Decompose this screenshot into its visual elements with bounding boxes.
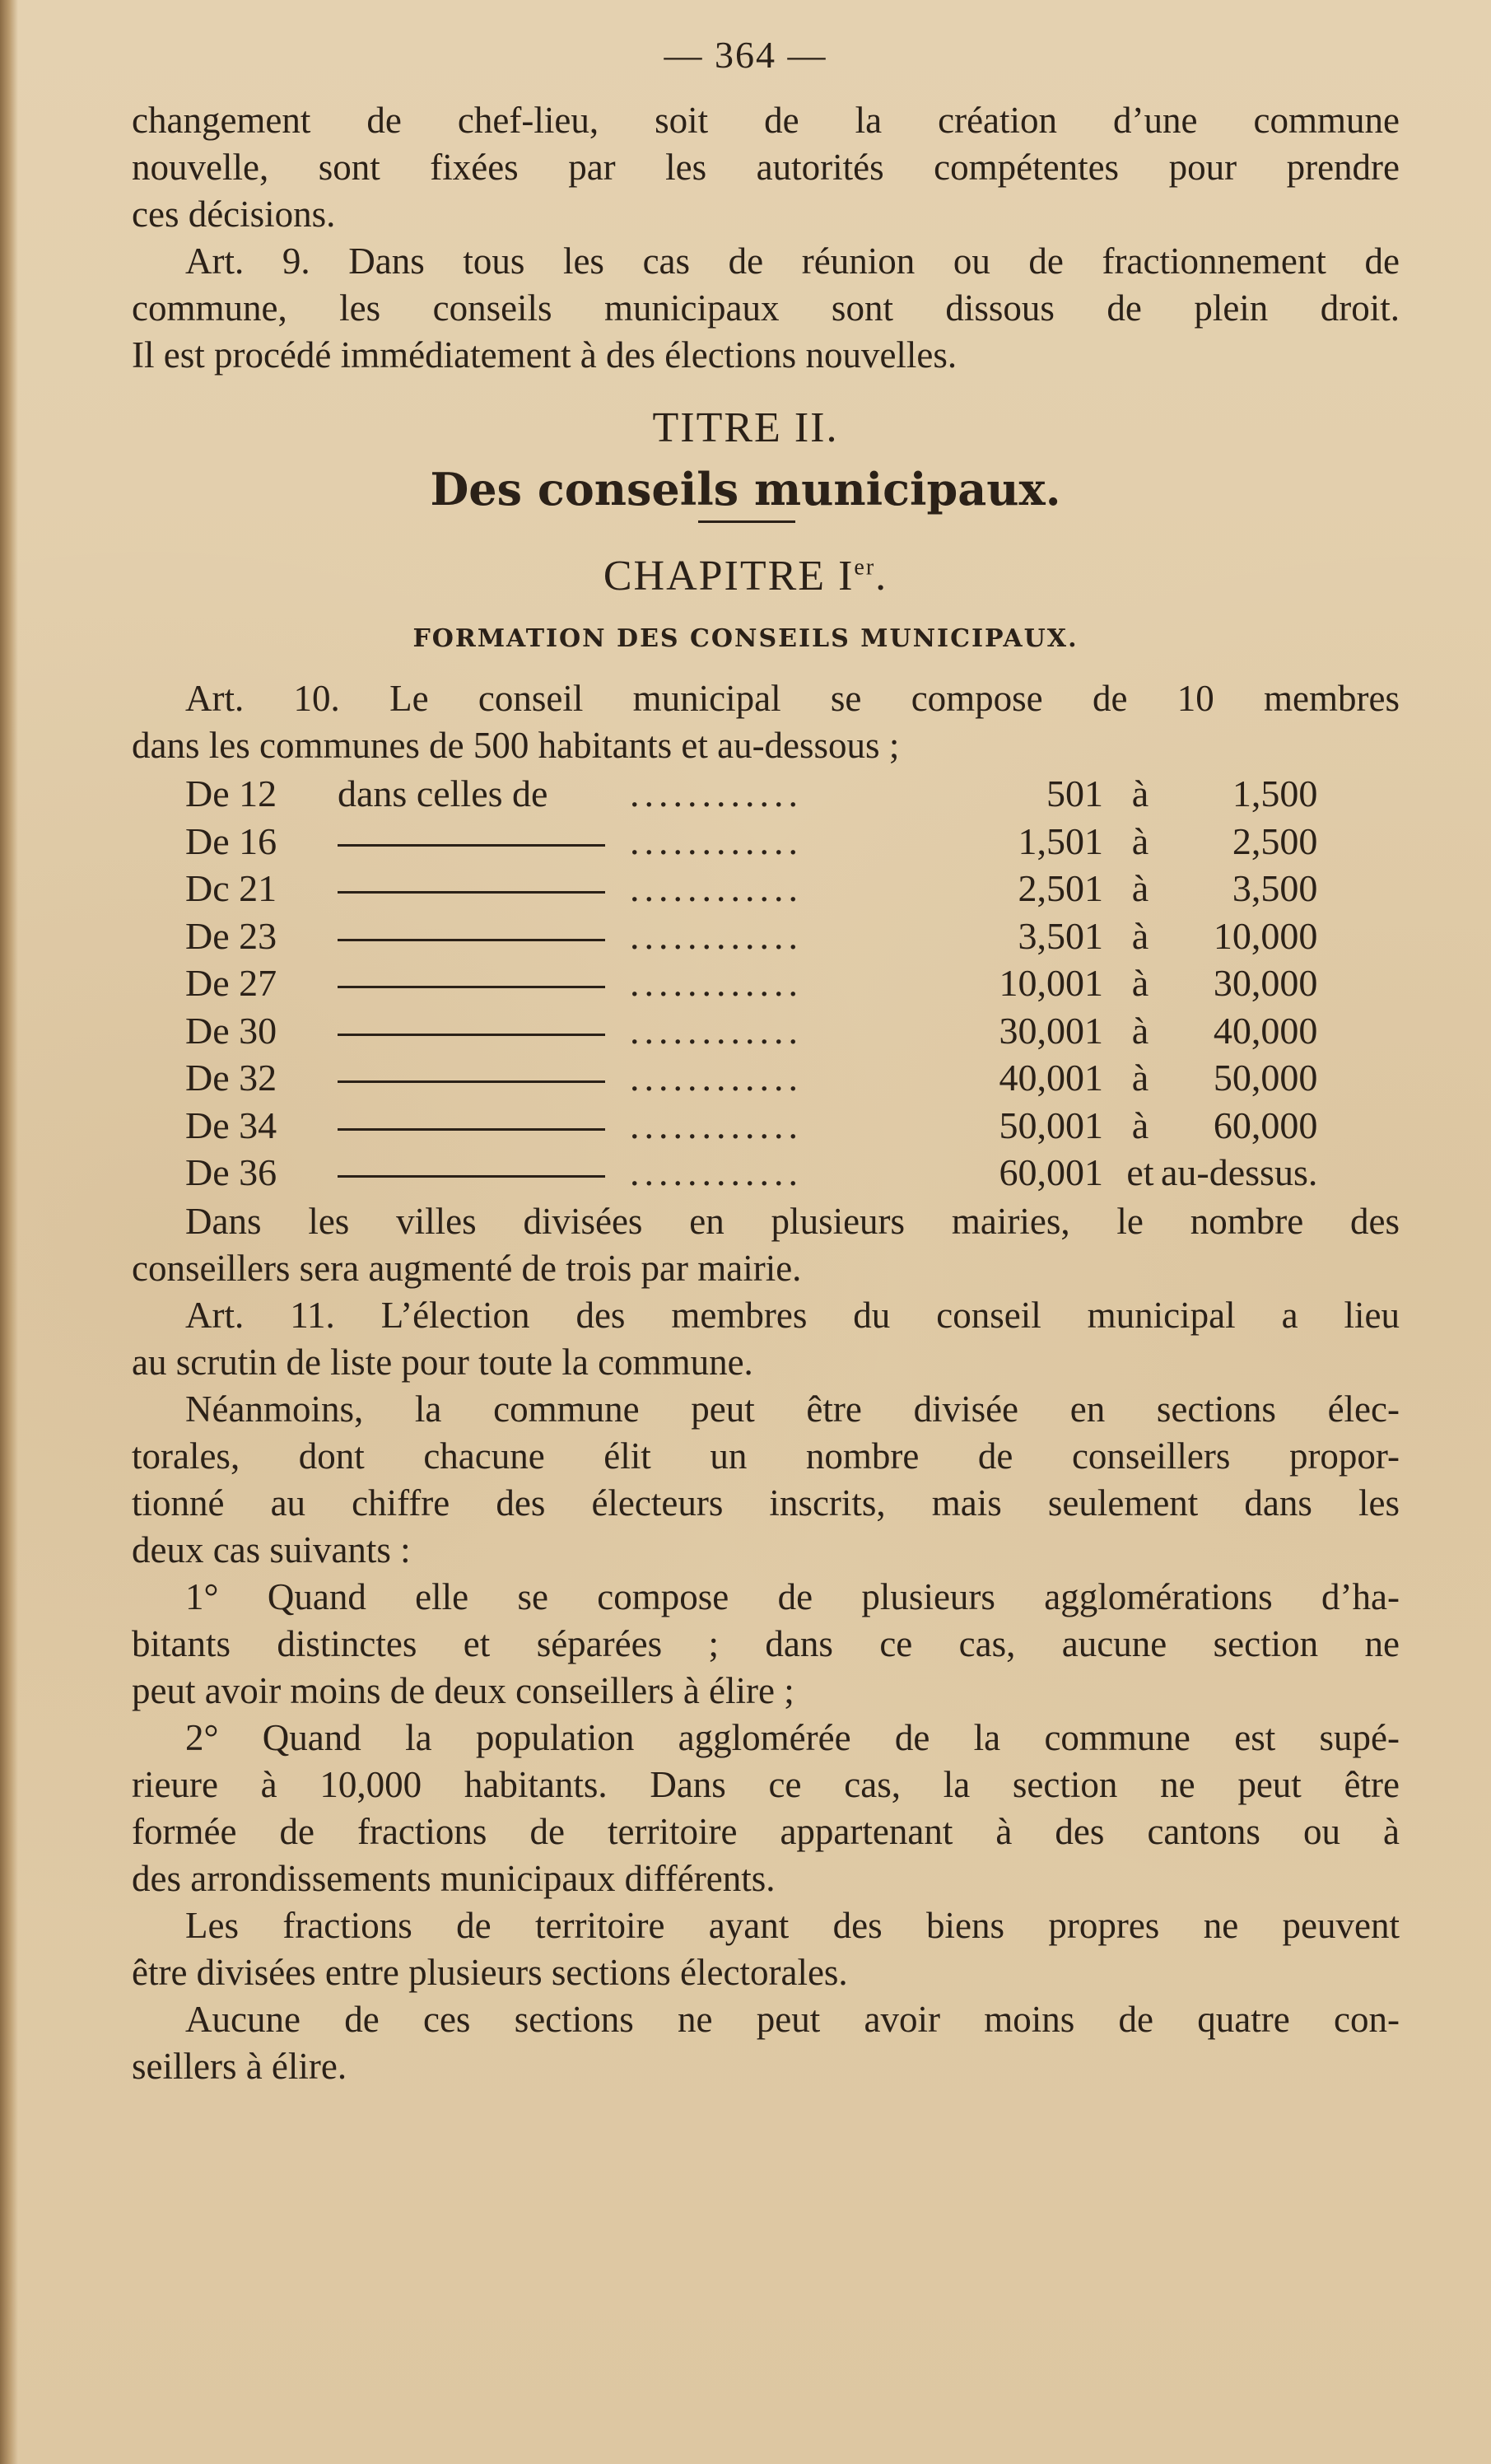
row-dots: ............ [630,819,803,862]
page-number: — 364 — [664,34,827,76]
text-line: ces décisions. [132,194,336,235]
row-from: 2,501 [1018,867,1103,910]
dash-rule [338,891,605,894]
row-to: 3,500 [1232,867,1318,910]
row-label: De 32 [185,1057,277,1099]
row-connector: à [1131,1104,1149,1146]
text-line: formée de fractions de territoire appartenant à des cantons ou à [132,1811,1400,1852]
chapter-end: . [875,553,888,600]
row-dots: ............ [630,1009,803,1052]
text-line: deux cas suivants : [132,1529,411,1570]
row-connector: à [1131,819,1149,862]
row-connector: à [1131,962,1149,1005]
intro-paragraph [132,97,1400,238]
row-to: 2,500 [1232,819,1318,862]
remaining-text [132,1198,1400,2090]
titre-heading: TITRE II. [652,404,839,451]
text-line: Art. 9. Dans tous les cas de réunion ou de fractionnement de [185,240,1400,282]
table-row [185,912,1317,960]
text-line: Dans les villes divisées en plusieurs mairies, le nombre des [185,1201,1400,1242]
row-label: De 12 [185,772,277,815]
heading-rule [698,520,795,523]
text-line: 2° Quand la population agglomérée de la commune est supé- [185,1717,1400,1758]
row-dots: ............ [630,1057,803,1099]
row-connector: à [1131,1009,1149,1052]
row-label: Dc 21 [185,867,277,910]
row-middle [338,1149,630,1197]
row-from: 60,001 [999,1151,1103,1194]
text-line: des arrondissements municipaux différents. [132,1858,776,1899]
dash-rule [338,1175,605,1178]
row-connector: à [1131,772,1149,815]
section-heading: Des conseils municipaux. [430,463,1061,516]
table-row [185,959,1317,1007]
text-line: Néanmoins, la commune peut être divisée en sections élec- [185,1388,1400,1430]
row-label: De 30 [185,1009,277,1052]
text-line: seillers à élire. [132,2046,347,2087]
table-row [185,770,1317,818]
row-dots: ............ [630,914,803,957]
text-line: bitants distinctes et séparées ; dans ce cas, aucune section ne [132,1623,1400,1664]
dash-rule [338,844,605,847]
row-middle: dans celles de [338,772,548,815]
row-label: De 34 [185,1104,277,1146]
table-row [185,1102,1317,1150]
table-row [185,1149,1317,1197]
row-from: 50,001 [999,1104,1103,1146]
text-line: 1° Quand elle se compose de plusieurs agglomérations d’ha- [185,1576,1400,1617]
text-line: nouvelle, sont fixées par les autorités compétentes pour prendre [132,147,1400,188]
row-connector: et [1126,1151,1154,1194]
row-to: 40,000 [1213,1009,1318,1052]
row-middle [338,959,630,1007]
text-line: Il est procédé immédiatement à des élections nouvelles. [132,334,958,376]
dash-rule [338,1128,605,1131]
row-to: 50,000 [1213,1057,1318,1099]
article-9 [132,238,1400,379]
text-line: changement de chef-lieu, soit de la création d’une commune [132,100,1400,141]
text-line: torales, dont chacune élit un nombre de conseillers propor- [132,1435,1400,1477]
article-10 [132,675,1400,769]
row-dots: ............ [630,867,803,910]
row-to: 10,000 [1213,914,1318,957]
row-label: De 23 [185,914,277,957]
text-line: conseillers sera augmenté de trois par mairie. [132,1248,802,1289]
row-dots: ............ [630,1151,803,1194]
row-label: De 27 [185,962,277,1005]
chapter-sup: er [854,554,876,581]
table-row [185,865,1317,912]
text-line: commune, les conseils municipaux sont dissous de plein droit. [132,287,1400,329]
row-from: 1,501 [1018,819,1103,862]
text-line: Aucune de ces sections ne peut avoir moins de quatre con- [185,1999,1400,2040]
text-line: au scrutin de liste pour toute la commune. [132,1342,753,1383]
table-row [185,1007,1317,1055]
text-line: Art. 10. Le conseil municipal se compose de 10 membres [185,678,1400,719]
row-label: De 36 [185,1151,277,1194]
row-label: De 16 [185,819,277,862]
row-dots: ............ [630,1104,803,1146]
table-row [185,1054,1317,1102]
row-middle [338,818,630,866]
row-middle [338,865,630,912]
row-dots: ............ [630,772,803,815]
row-middle [338,1102,630,1150]
row-to: 60,000 [1213,1104,1318,1146]
text-line: tionné au chiffre des électeurs inscrits, mais seulement dans les [132,1482,1400,1524]
row-from: 3,501 [1018,914,1103,957]
row-to: 30,000 [1213,962,1318,1005]
membership-table [185,770,1317,1197]
row-from: 40,001 [999,1057,1103,1099]
dash-rule [338,1034,605,1036]
row-from: 30,001 [999,1009,1103,1052]
chapter-text: CHAPITRE I [603,553,855,600]
row-connector: à [1131,914,1149,957]
row-dots: ............ [630,962,803,1005]
text-line: peut avoir moins de deux conseillers à élire ; [132,1670,794,1711]
row-middle [338,912,630,960]
row-from: 10,001 [999,962,1103,1005]
row-connector: à [1131,867,1149,910]
dash-rule [338,986,605,988]
row-middle [338,1007,630,1055]
text-line: dans les communes de 500 habitants et au-dessous ; [132,725,900,766]
row-from: 501 [1046,772,1103,815]
text-line: Les fractions de territoire ayant des biens propres ne peuvent [185,1905,1400,1946]
table-row [185,818,1317,866]
dash-rule [338,939,605,941]
chapter-subtitle: FORMATION DES CONSEILS MUNICIPAUX. [412,624,1079,653]
row-to: au-dessus. [1161,1151,1318,1194]
text-line: rieure à 10,000 habitants. Dans ce cas, la section ne peut être [132,1764,1400,1805]
chapter-heading [0,552,1491,600]
row-to: 1,500 [1232,772,1318,815]
row-connector: à [1131,1057,1149,1099]
dash-rule [338,1080,605,1083]
text-line: être divisées entre plusieurs sections électorales. [132,1952,848,1993]
row-middle [338,1054,630,1102]
text-line: Art. 11. L’élection des membres du conseil municipal a lieu [185,1295,1400,1336]
